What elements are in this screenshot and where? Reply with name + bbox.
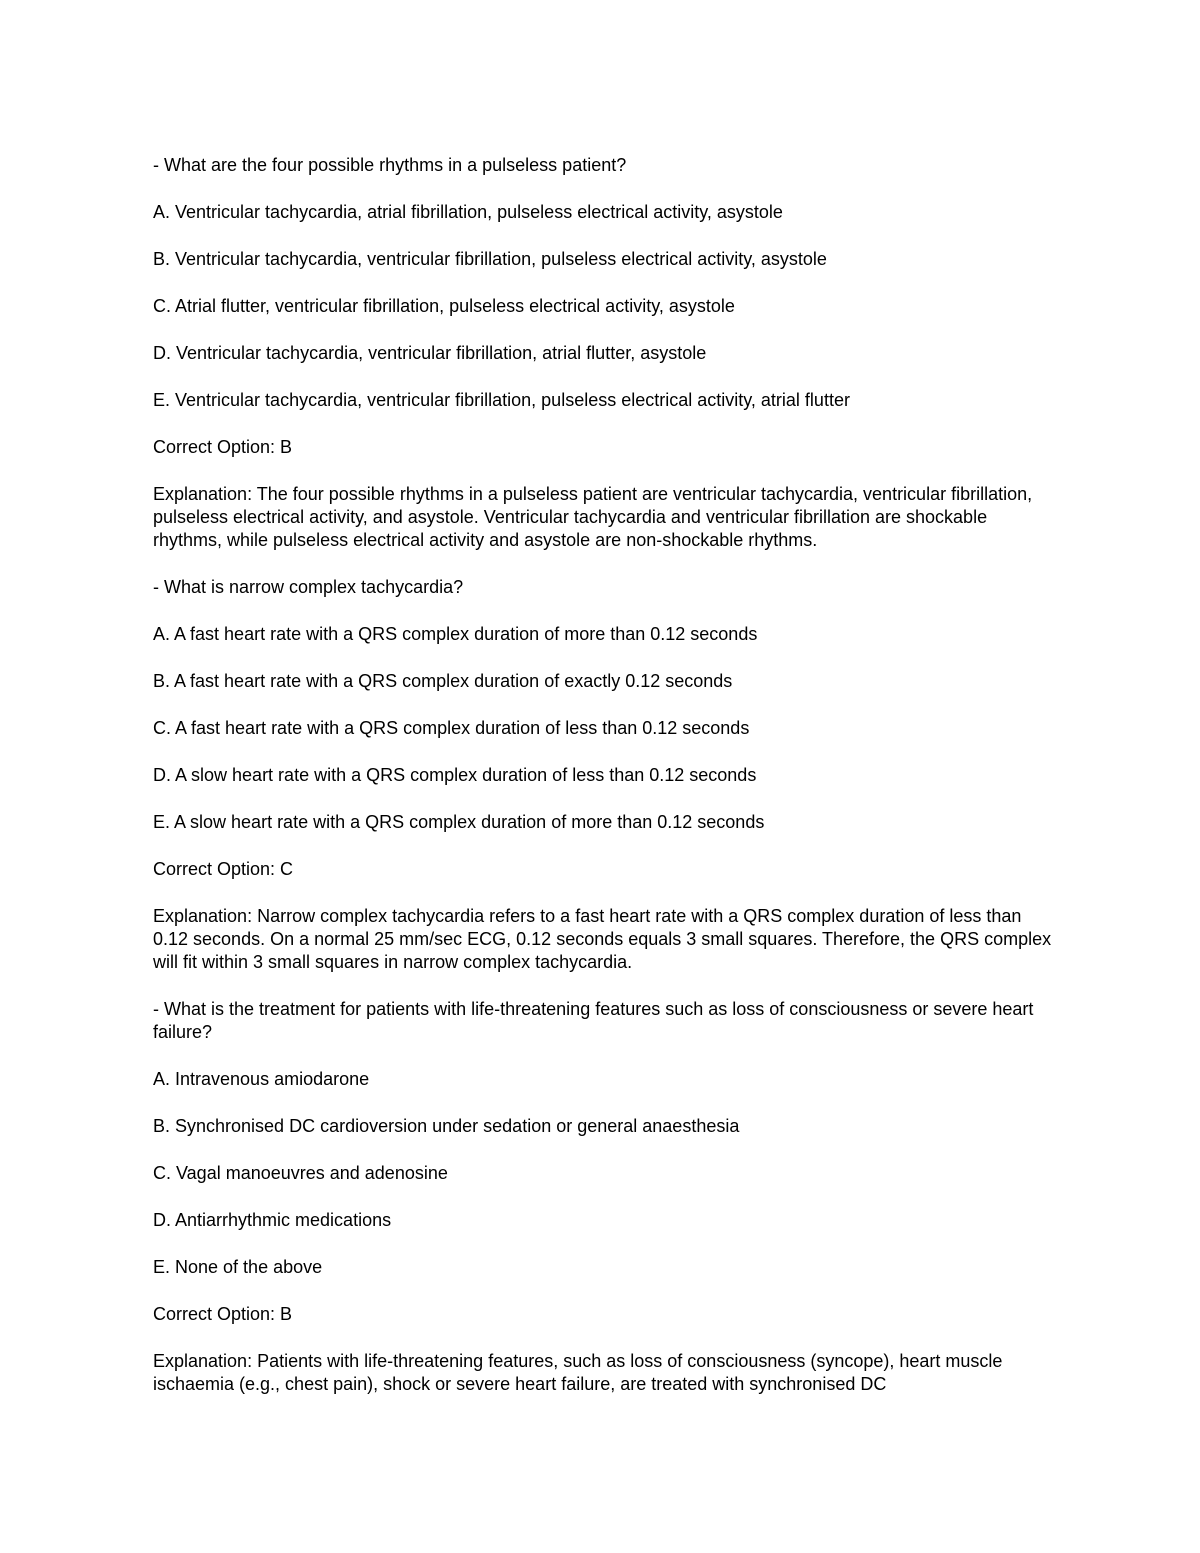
option-e: E. None of the above <box>153 1257 323 1277</box>
option-d: D. Antiarrhythmic medications <box>153 1210 392 1230</box>
option-b: B. A fast heart rate with a QRS complex duration of exactly 0.12 seconds <box>153 671 733 691</box>
option-c: C. A fast heart rate with a QRS complex duration of less than 0.12 seconds <box>153 718 750 738</box>
option-a: A. A fast heart rate with a QRS complex duration of more than 0.12 seconds <box>153 624 758 644</box>
question-text: - What are the four possible rhythms in a pulseless patient? <box>153 155 627 175</box>
question-block-1 <box>153 154 1053 552</box>
option-d: D. Ventricular tachycardia, ventricular fibrillation, atrial flutter, asystole <box>153 343 707 363</box>
option-c: C. Vagal manoeuvres and adenosine <box>153 1163 448 1183</box>
question-block-3 <box>153 998 1053 1396</box>
correct-option: Correct Option: B <box>153 1304 293 1324</box>
correct-option: Correct Option: B <box>153 437 293 457</box>
option-d: D. A slow heart rate with a QRS complex duration of less than 0.12 seconds <box>153 765 757 785</box>
option-c: C. Atrial flutter, ventricular fibrillation, pulseless electrical activity, asystole <box>153 296 735 316</box>
option-b: B. Ventricular tachycardia, ventricular fibrillation, pulseless electrical activity, asystole <box>153 249 827 269</box>
option-b: B. Synchronised DC cardioversion under sedation or general anaesthesia <box>153 1116 740 1136</box>
option-a: A. Ventricular tachycardia, atrial fibrillation, pulseless electrical activity, asystole <box>153 202 783 222</box>
explanation: Explanation: The four possible rhythms in a pulseless patient are ventricular tachycardia, ventricular fibrillation, pulseless electrical activity, and asystole. Ventricular tachycardia and ventricular fibrillation are shockable rhythms, while pulseless electrical activity and asystole are non-shockable rhythms. <box>153 484 1033 550</box>
option-e: E. Ventricular tachycardia, ventricular fibrillation, pulseless electrical activity, atrial flutter <box>153 390 850 410</box>
option-e: E. A slow heart rate with a QRS complex duration of more than 0.12 seconds <box>153 812 765 832</box>
explanation: Explanation: Narrow complex tachycardia refers to a fast heart rate with a QRS complex duration of less than 0.12 seconds. On a normal 25 mm/sec ECG, 0.12 seconds equals 3 small squares. Therefore, the QRS complex will fit within 3 small squares in narrow complex tachycardia. <box>153 906 1052 972</box>
question-text: - What is the treatment for patients with life-threatening features such as loss of consciousness or severe heart failure? <box>153 999 1034 1042</box>
option-a: A. Intravenous amiodarone <box>153 1069 370 1089</box>
question-block-2 <box>153 576 1053 974</box>
document-page <box>153 154 1053 1420</box>
correct-option: Correct Option: C <box>153 859 294 879</box>
explanation: Explanation: Patients with life-threatening features, such as loss of consciousness (syncope), heart muscle ischaemia (e.g., chest pain), shock or severe heart failure, are treated with synchronised DC <box>153 1351 1003 1394</box>
question-text: - What is narrow complex tachycardia? <box>153 577 464 597</box>
